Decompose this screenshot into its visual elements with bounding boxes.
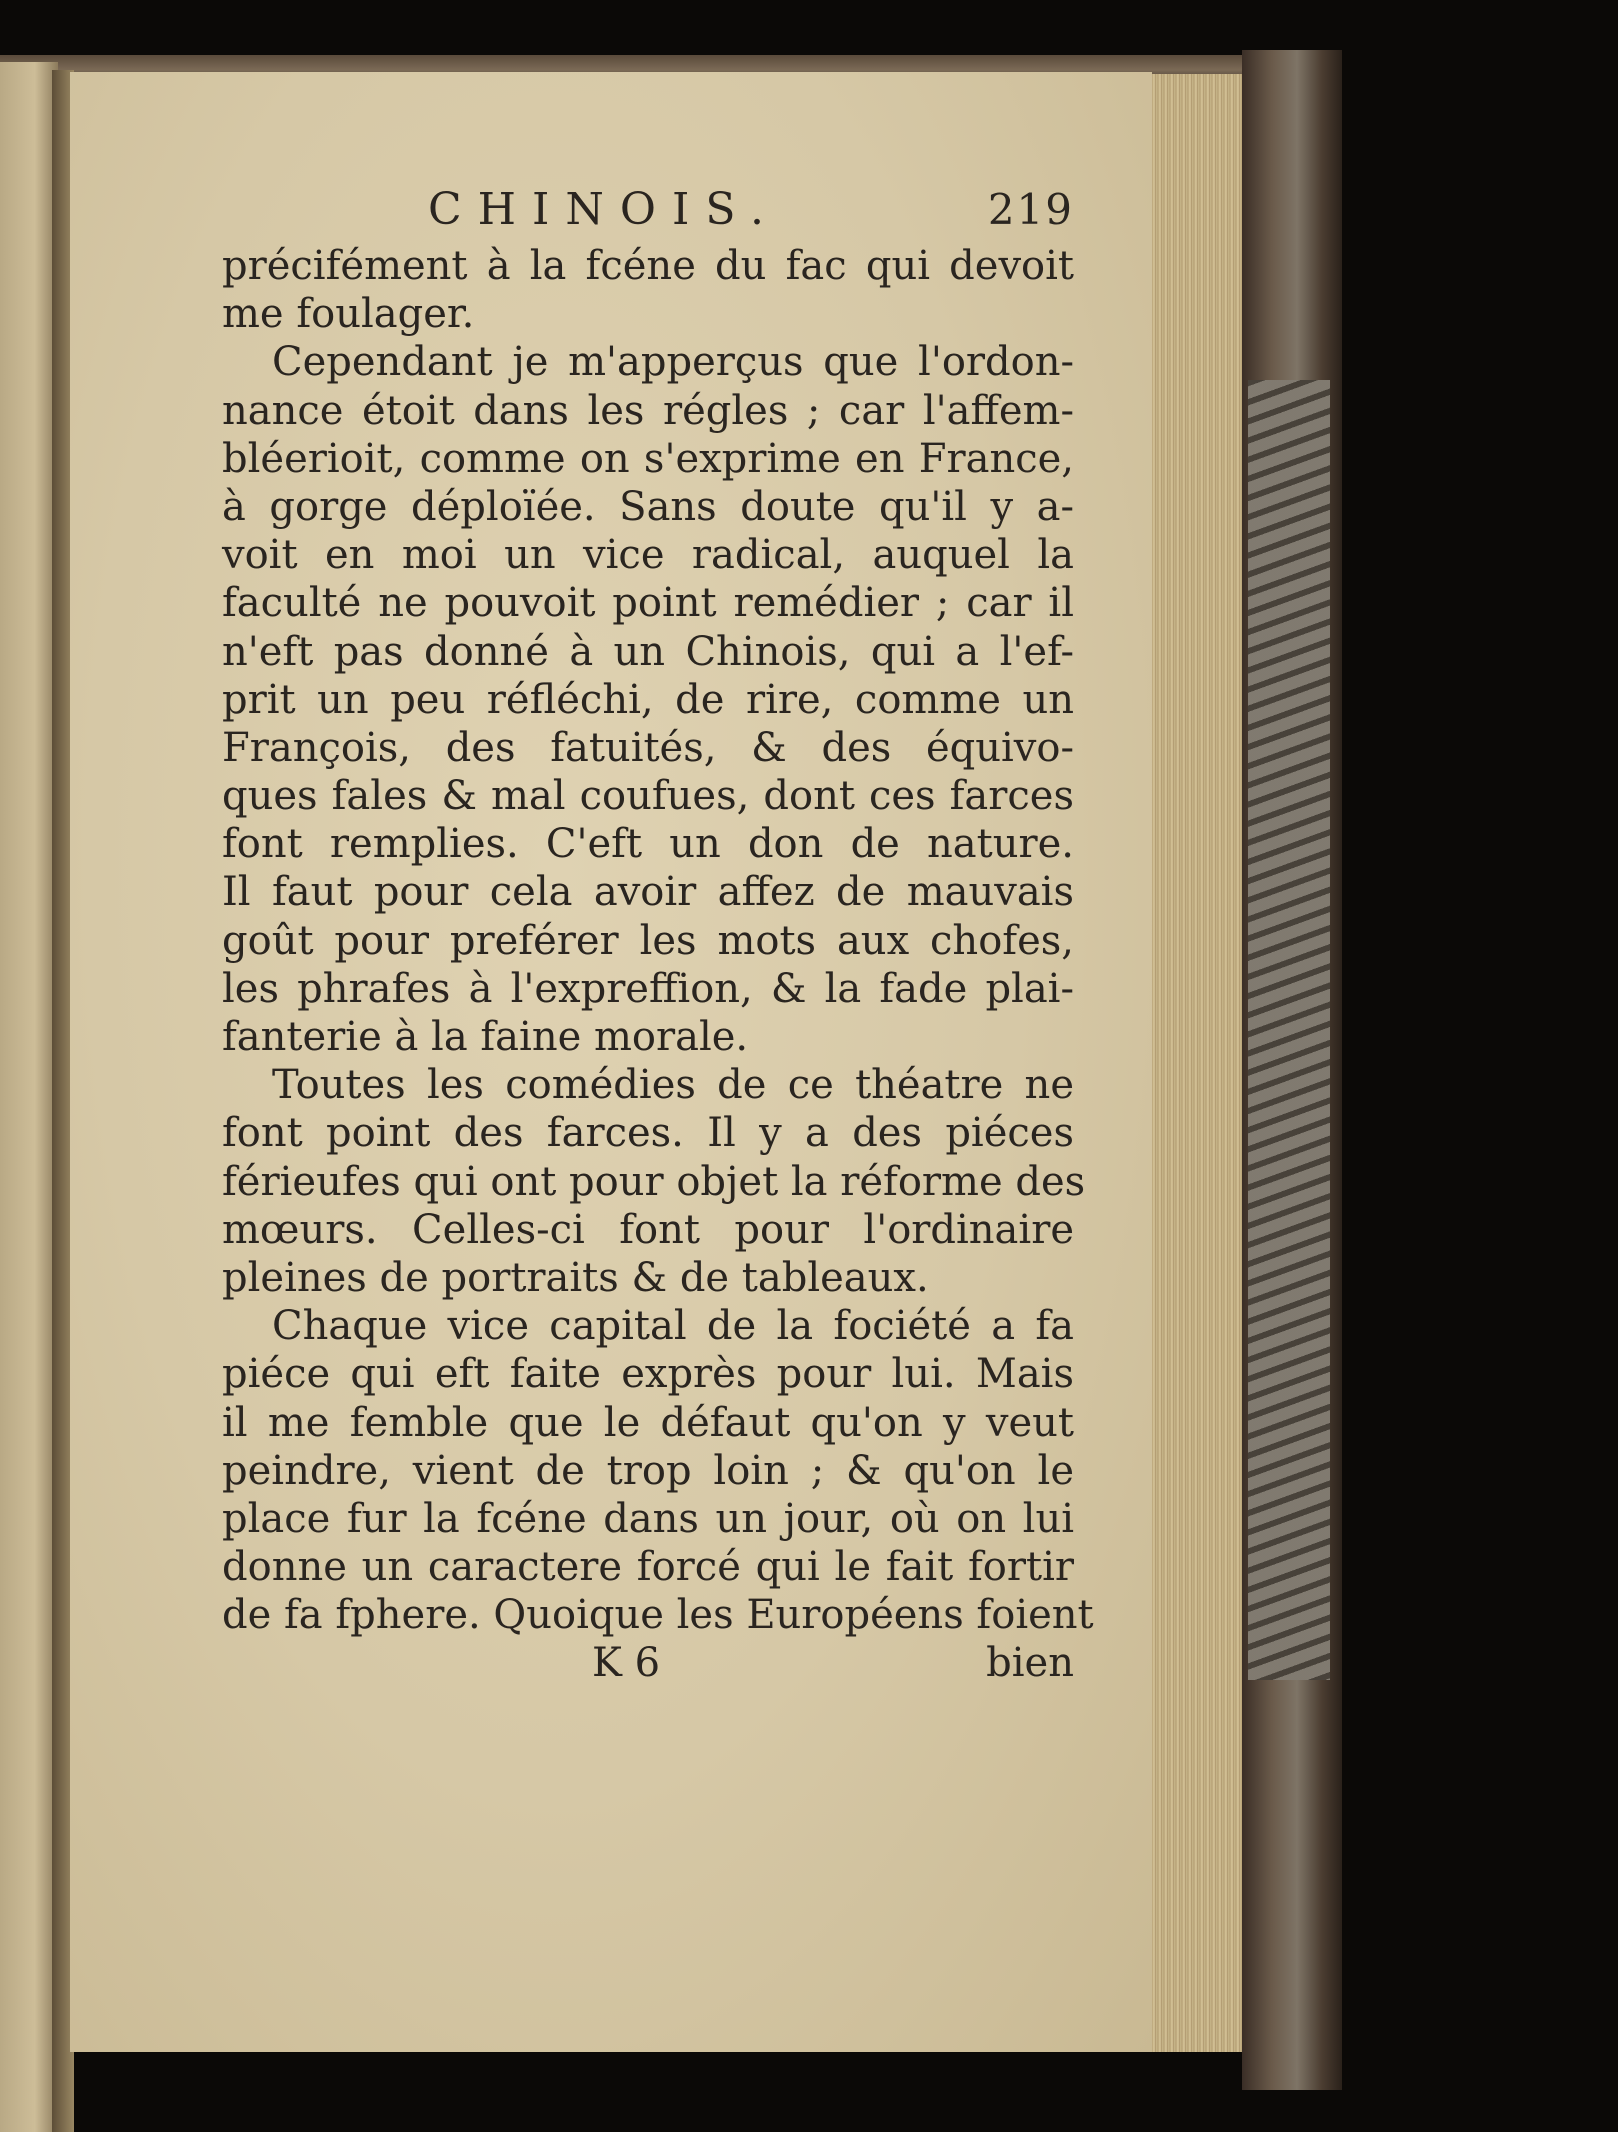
text-line: mœurs. Celles-ci font pour l'ordinaire: [222, 1206, 1074, 1253]
text-line: les phrafes à l'expreffion, & la fade plai-: [222, 965, 1074, 1012]
text-line: me foulager.: [222, 291, 475, 338]
text-line: faculté ne pouvoit point remédier ; car il: [222, 580, 1074, 627]
text-line: place fur la fcéne dans un jour, où on lui: [222, 1495, 1074, 1542]
text-line: Toutes les comédies de ce théatre ne: [272, 1062, 1074, 1109]
text-line: à gorge déploïée. Sans doute qu'il y a-: [222, 483, 1074, 530]
text-line: férieufes qui ont pour objet la réforme des: [222, 1158, 1086, 1205]
text-line: Chaque vice capital de la fociété a fa: [272, 1303, 1074, 1350]
text-line: il me femble que le défaut qu'on y veut: [222, 1399, 1074, 1446]
text-line: font remplies. C'eft un don de nature.: [222, 821, 1074, 868]
text-line: pleines de portraits & de tableaux.: [222, 1254, 929, 1301]
signature-mark: K 6: [592, 1640, 661, 1687]
text-line: de fa fphere. Quoique les Européens foient: [222, 1592, 1094, 1639]
text-line: font point des farces. Il y a des piéces: [222, 1110, 1074, 1157]
text-line: Il faut pour cela avoir affez de mauvais: [222, 869, 1074, 916]
text-line: n'eft pas donné à un Chinois, qui a l'ef-: [222, 628, 1074, 675]
text-line: goût pour preférer les mots aux chofes,: [222, 917, 1074, 964]
page-number: 219: [987, 185, 1074, 234]
facing-page-edge: [0, 62, 58, 2132]
text-line: prit un peu réfléchi, de rire, comme un: [222, 676, 1074, 723]
marbled-cover: [1248, 380, 1330, 1680]
text-line: peindre, vient de trop loin ; & qu'on le: [222, 1447, 1074, 1494]
text-line: ques fales & mal coufues, dont ces farces: [222, 773, 1074, 820]
text-line: François, des fatuités, & des équivo-: [222, 724, 1074, 771]
text-line: donne un caractere forcé qui le fait fortir: [222, 1544, 1074, 1591]
text-line: voit en moi un vice radical, auquel la: [222, 532, 1074, 579]
text-line: nance étoit dans les régles ; car l'affem-: [222, 387, 1074, 434]
page-text: [222, 184, 1094, 1687]
page-fore-edge: [1150, 74, 1242, 2052]
page-footer: [222, 1639, 1074, 1687]
text-line: fanterie à la faine morale.: [222, 1014, 749, 1060]
text-line: précifément à la fcéne du fac qui devoit: [222, 243, 1074, 289]
catchword: bien: [986, 1640, 1074, 1687]
running-title: CHINOIS.: [428, 184, 780, 235]
text-line: bléerioit, comme on s'exprime en France,: [222, 435, 1074, 482]
text-line: piéce qui eft faite exprès pour lui. Mais: [222, 1351, 1074, 1398]
running-head: [222, 186, 1074, 242]
text-line: Cependant je m'apperçus que l'ordon-: [272, 339, 1074, 386]
